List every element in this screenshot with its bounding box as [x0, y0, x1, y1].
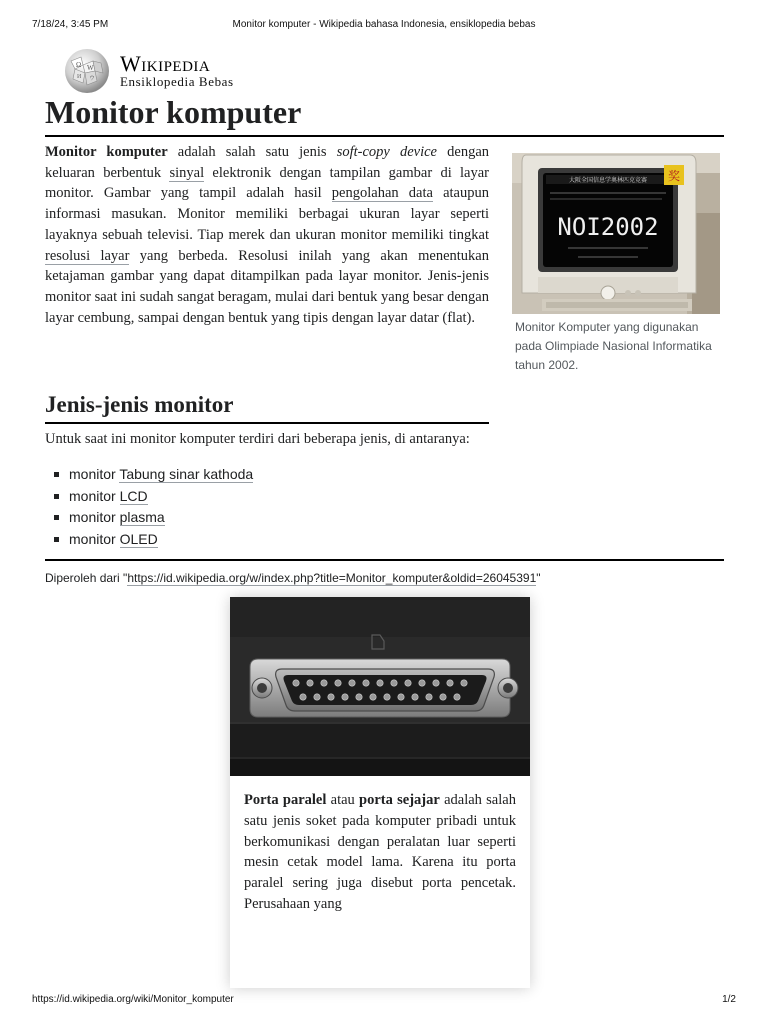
link-pengolahan-data[interactable]: pengolahan data [331, 185, 433, 202]
print-page-title: Monitor komputer - Wikipedia bahasa Indonesia, ensiklopedia bebas [232, 19, 536, 30]
preview-extract [230, 776, 530, 915]
monitor-types-list [52, 464, 253, 550]
link-tabung-sinar-kathoda[interactable]: Tabung sinar kathoda [119, 466, 254, 482]
page-title: Monitor komputer [45, 93, 724, 137]
retrieved-prefix: Diperoleh dari " [45, 571, 128, 585]
svg-text:И: И [77, 74, 82, 80]
infobox-caption: Monitor Komputer yang digunakan pada Olimpiade Nasional Informatika tahun 2002. [515, 320, 712, 372]
content-divider [45, 559, 724, 561]
retrieved-url-link[interactable]: https://id.wikipedia.org/w/index.php?title=Monitor_komputer&oldid=26045391 [127, 571, 537, 585]
list-item [52, 464, 253, 486]
preview-bold-term: Porta paralel [244, 792, 327, 808]
print-datetime: 7/18/24, 3:45 PM [32, 19, 109, 30]
svg-text:ウ: ウ [89, 76, 96, 82]
preview-text: adalah salah satu jenis soket pada komputer pribadi untuk berkomunikasi dengan peralatan luar seperti mesin cetak model lama. Karena itu porta paralel sering juga disebut porta pencetak. Perusahaan yang [244, 792, 516, 912]
list-item-prefix: monitor [69, 487, 120, 504]
list-item-prefix: monitor [69, 530, 120, 547]
link-sinyal[interactable]: sinyal [169, 164, 205, 181]
page-preview-popup[interactable] [230, 597, 530, 988]
preview-bold-term: porta sejajar [359, 792, 440, 808]
lead-text: dengan keluaran berbentuk [45, 144, 490, 181]
list-item-prefix: monitor [69, 466, 120, 482]
link-lcd[interactable]: LCD [119, 487, 148, 504]
lead-text: adalah salah satu jenis [167, 144, 337, 160]
lead-text: yang berbeda. Resolusi inilah yang akan menentukan ketajaman gambar yang dapat ditampilkan pada layar monitor. Jenis-jenis monitor saat ini sudah sangat beragam, mulai dari bentuk yang besar dengan layar cembung, sampai dengan bentuk yang tipis dengan layar datar (flat). [45, 247, 489, 326]
parallel-port-photo [230, 597, 530, 776]
screen-header-text: 大阪全国信息学奥林匹克竞赛 [568, 177, 648, 184]
lead-text: elektronik dengan tampilan gambar di layar monitor. Gambar yang tampil adalah hasil [45, 164, 489, 202]
wikipedia-logo[interactable] [63, 47, 303, 93]
list-item [52, 486, 253, 508]
preview-text: atau [326, 792, 360, 808]
link-resolusi-layar[interactable]: resolusi layar [45, 247, 130, 264]
lead-italic-term: soft-copy device [336, 144, 437, 160]
svg-text:Ω: Ω [76, 61, 82, 69]
retrieved-suffix: " [536, 571, 541, 585]
section-intro: Untuk saat ini monitor komputer terdiri dari beberapa jenis, di antaranya: [45, 431, 470, 447]
list-item [52, 507, 253, 529]
lead-text: ataupun informasi masukan. Monitor memiliki berbagai ukuran layar seperti layaknya sebuah televisi. Tiap merek dan ukuran monitor memiliki tingkat [45, 185, 489, 243]
award-badge: 奖 [667, 169, 681, 183]
wikipedia-wordmark: Wikipedia [120, 51, 211, 76]
wikipedia-globe-icon [63, 47, 111, 95]
list-item-prefix: monitor [69, 509, 120, 525]
link-plasma[interactable]: plasma [119, 509, 165, 525]
infobox [512, 153, 720, 375]
section-heading: Jenis-jenis monitor [45, 390, 489, 424]
wikipedia-tagline: Ensiklopedia Bebas [120, 74, 234, 89]
lead-paragraph [45, 142, 489, 328]
list-item [52, 529, 253, 551]
print-page-number: 1/2 [722, 994, 736, 1005]
lead-bold-term: Monitor komputer [45, 144, 168, 160]
screen-noi2002-text: NOI2002 [557, 213, 659, 241]
retrieved-from [45, 571, 541, 585]
svg-text:W: W [87, 64, 94, 72]
monitor-photo[interactable] [512, 153, 720, 314]
link-oled[interactable]: OLED [119, 530, 158, 547]
print-url: https://id.wikipedia.org/wiki/Monitor_komputer [32, 994, 234, 1005]
